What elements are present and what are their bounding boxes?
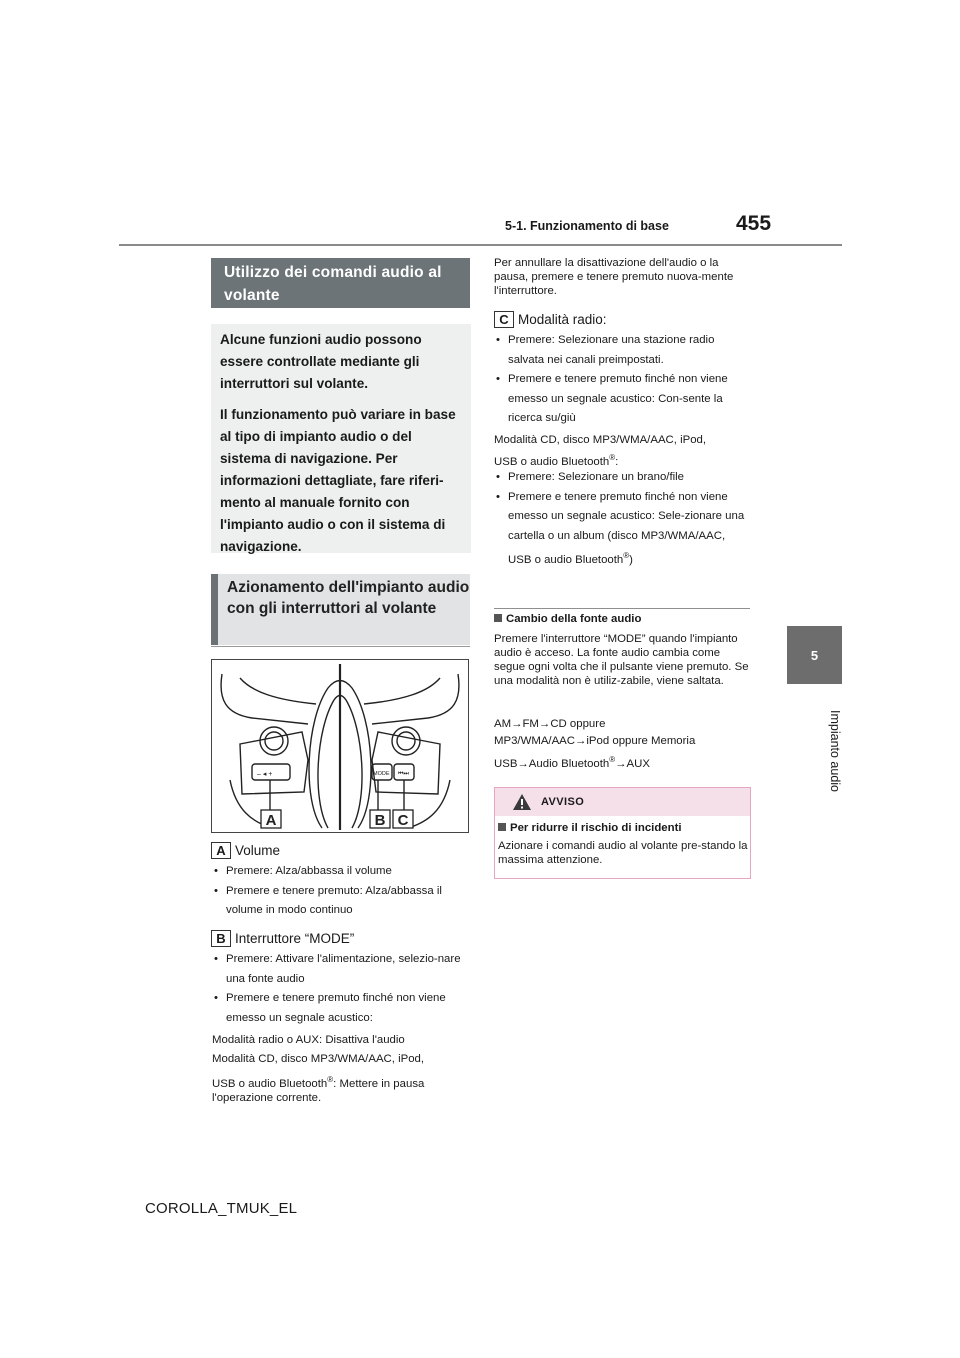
list-item: • Premere e tenere premuto finché non viene emesso un segnale acustico: (212, 989, 474, 1028)
list-item: • Premere: Alza/abbassa il volume (212, 862, 472, 882)
section-title: 5-1. Funzionamento di base (505, 219, 669, 233)
source-text: Premere l'interruttore “MODE” quando l'impianto audio è acceso. La fonte audio cambia come segue ogni volta che il pulsante viene premuto. Se una modalità non è utiliz-zabile, viene saltata. (494, 633, 749, 687)
item-c-bullets-2 (494, 468, 750, 570)
heading-operation: Azionamento dell'impianto audio con gli interruttori al volante (211, 574, 470, 645)
list-item: • Premere: Attivare l'alimentazione, selezio-nare una fonte audio (212, 950, 474, 989)
mode-button-label: MODE (373, 771, 390, 777)
header-rule (119, 244, 842, 246)
list-item: • Premere e tenere premuto: Alza/abbassa il volume in modo continuo (212, 882, 472, 921)
item-c-para-2: USB o audio Bluetooth®: (494, 453, 619, 468)
chapter-tab (787, 626, 842, 684)
label-b: B (211, 930, 231, 947)
source-sequence-1: AM→FM→CD oppure (494, 718, 606, 730)
item-b-para-4: l'operazione corrente. (212, 1092, 322, 1104)
label-c: C (494, 311, 514, 328)
source-heading: Cambio della fonte audio (494, 613, 750, 625)
subsection-rule (494, 608, 750, 609)
item-c-bullets (494, 331, 750, 429)
item-b-bullets (212, 950, 474, 1028)
list-item: • Premere e tenere premuto finché non viene emesso un segnale acustico: Sele-zionare una cartella o un album (disco MP3/WMA/AAC, USB o audio Bluetooth®) (494, 488, 750, 571)
item-b-para-1: Modalità radio o AUX: Disattiva l'audio (212, 1034, 405, 1046)
warning-box (494, 787, 751, 879)
steering-wheel-illustration (212, 660, 468, 832)
chapter-label: Impianto audio (828, 709, 842, 792)
warning-triangle-icon (512, 793, 532, 811)
chapter-number: 5 (810, 647, 819, 663)
svg-text:⏮⏭: ⏮⏭ (398, 771, 409, 777)
heading-steering-audio: Utilizzo dei comandi audio al volante (211, 258, 470, 308)
warning-header (495, 788, 750, 816)
item-b-title: Interruttore “MODE” (235, 931, 355, 946)
list-item: • Premere: Selezionare un brano/file (494, 468, 750, 488)
cancel-mute-text: Per annullare la disattivazione dell'audio o la pausa, premere e tenere premuto nuova-mente l'interruttore. (494, 257, 734, 297)
item-a-bullets (212, 862, 472, 921)
square-bullet-icon (494, 614, 502, 622)
warning-title: AVVISO (541, 796, 585, 808)
intro-paragraph-1: Alcune funzioni audio possono essere controllate mediante gli interruttori sul volante. (220, 332, 422, 391)
warning-body (495, 816, 750, 867)
item-c-title: Modalità radio: (518, 312, 607, 327)
square-bullet-icon (498, 823, 506, 831)
figure-label-c: C (397, 812, 409, 829)
intro-box (211, 324, 471, 553)
page-number: 455 (736, 212, 772, 235)
svg-text:– ◂ +: – ◂ + (257, 771, 273, 778)
steering-wheel-figure (211, 659, 469, 833)
item-b-para-2: Modalità CD, disco MP3/WMA/AAC, iPod, (212, 1053, 425, 1065)
warning-heading: Per ridurre il rischio di incidenti (498, 822, 750, 834)
item-b-para-3: USB o audio Bluetooth®: Mettere in pausa (212, 1075, 425, 1090)
list-item: • Premere: Selezionare una stazione radio salvata nei canali preimpostati. (494, 331, 750, 370)
document-code: COROLLA_TMUK_EL (145, 1200, 298, 1217)
list-item: • Premere e tenere premuto finché non viene emesso un segnale acustico: Con-sente la ricerca su/giù (494, 370, 750, 429)
heading-rule (211, 646, 470, 647)
intro-paragraph-2: Il funzionamento può variare in base al tipo di impianto audio o del sistema di navigazione. Per informazioni dettagliate, fare riferi-mento al manuale fornito con l'impianto audio o con il sistema di navigazione. (220, 407, 456, 554)
item-a-title: Volume (235, 843, 281, 858)
source-sequence-3: USB→Audio Bluetooth®→AUX (494, 755, 650, 770)
item-c-para-1: Modalità CD, disco MP3/WMA/AAC, iPod, (494, 434, 707, 446)
figure-label-b: B (374, 812, 386, 829)
source-sequence-2: MP3/WMA/AAC→iPod oppure Memoria (494, 735, 696, 747)
label-a: A (211, 842, 231, 859)
warning-text: Azionare i comandi audio al volante pre-stando la massima attenzione. (498, 840, 748, 866)
figure-label-a: A (265, 812, 277, 829)
